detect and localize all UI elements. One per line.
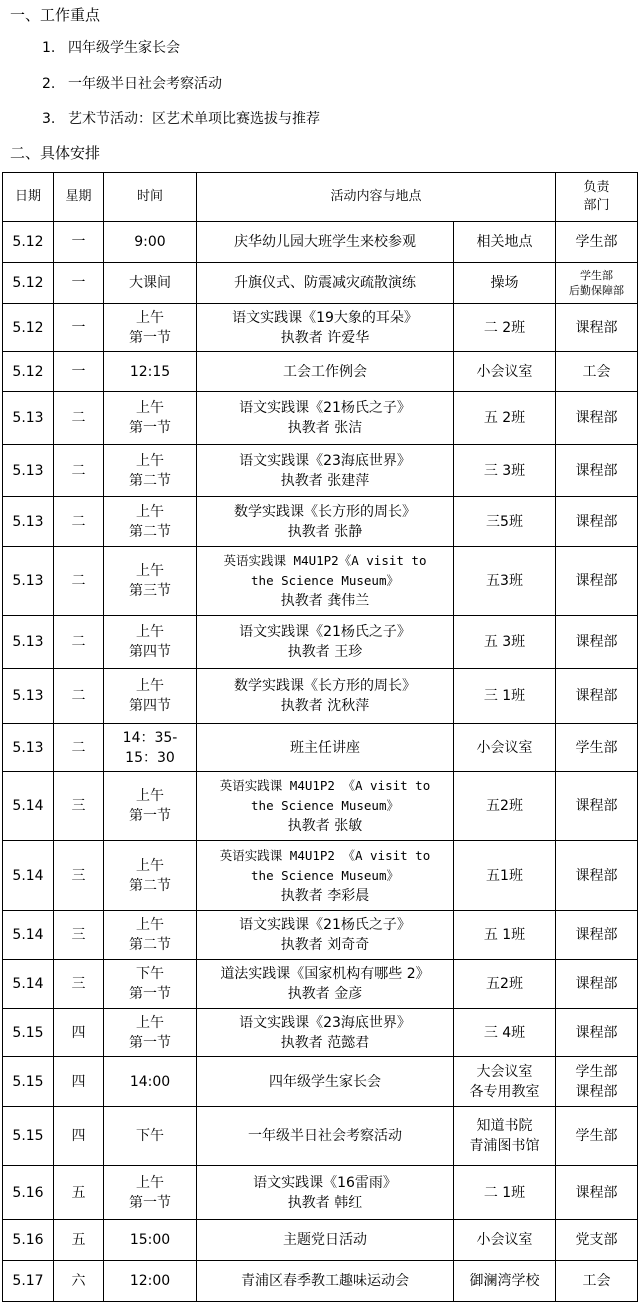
cell-content-line: 道法实践课《国家机构有哪些 2》 <box>220 966 430 982</box>
cell-place <box>454 304 556 352</box>
cell-dept-line: 课程部 <box>575 634 618 650</box>
focus-item <box>42 35 180 61</box>
cell-dept <box>556 772 638 841</box>
cell-place <box>454 352 556 392</box>
cell-place-line: 五 3班 <box>483 634 526 650</box>
header-dept-line: 部门 <box>583 198 610 213</box>
cell-date: 5.17 <box>3 1261 54 1302</box>
cell-content-line: 英语实践课 M4U1P2《A visit to <box>223 553 427 568</box>
cell-date: 5.13 <box>3 669 54 724</box>
cell-place <box>454 911 556 960</box>
cell-place <box>454 263 556 304</box>
cell-dept-line: 学生部 <box>575 234 618 250</box>
cell-dept-line: 课程部 <box>575 1184 618 1201</box>
table-row <box>3 222 638 263</box>
table-row <box>3 669 638 724</box>
cell-date: 5.14 <box>3 772 54 841</box>
cell-place <box>454 1166 556 1220</box>
cell-dept <box>556 1009 638 1057</box>
cell-time-line: 上午 <box>136 788 164 804</box>
cell-dept-line: 课程部 <box>575 976 618 992</box>
cell-place <box>454 1107 556 1166</box>
table-row <box>3 1220 638 1261</box>
cell-dept <box>556 1166 638 1220</box>
table-row <box>3 960 638 1009</box>
cell-content-line: 执教者 张洁 <box>287 420 363 436</box>
cell-time-line: 上午 <box>136 309 164 326</box>
cell-time-line: 第二节 <box>129 937 171 953</box>
focus-item-number: 2. <box>42 76 56 92</box>
cell-dept-line: 课程部 <box>575 410 618 426</box>
cell-dept-line: 后勤保障部 <box>569 284 625 297</box>
cell-time-line: 下午 <box>136 1128 164 1144</box>
cell-content <box>197 352 454 392</box>
cell-time <box>104 304 197 352</box>
cell-date: 5.12 <box>3 222 54 263</box>
cell-weekday: 二 <box>54 669 104 724</box>
cell-date: 5.13 <box>3 616 54 669</box>
cell-time-line: 上午 <box>136 1174 164 1191</box>
cell-dept <box>556 445 638 497</box>
cell-time-line: 上午 <box>136 917 164 933</box>
cell-dept <box>556 352 638 392</box>
section-title-schedule: 二、具体安排 <box>10 144 101 162</box>
cell-place <box>454 724 556 772</box>
cell-place-line: 相关地点 <box>476 234 533 250</box>
cell-content-line: 执教者 许爱华 <box>280 329 370 346</box>
cell-time <box>104 1107 197 1166</box>
cell-place-line: 二 2班 <box>483 319 526 336</box>
cell-dept <box>556 497 638 547</box>
cell-place-line: 三5班 <box>486 513 523 530</box>
cell-content <box>197 263 454 304</box>
focus-item-text: 艺术节活动：区艺术单项比赛选拔与推荐 <box>68 111 320 127</box>
cell-date: 5.12 <box>3 304 54 352</box>
cell-place-line: 二 1班 <box>483 1184 526 1201</box>
cell-weekday: 二 <box>54 497 104 547</box>
table-header-row <box>3 173 638 222</box>
cell-time-line: 15：30 <box>125 749 175 766</box>
cell-time <box>104 352 197 392</box>
cell-place-line: 五 1班 <box>483 927 526 943</box>
cell-place <box>454 669 556 724</box>
cell-content-line: 语文实践课《21杨氏之子》 <box>239 917 411 933</box>
cell-content-line: the Science Museum》 <box>251 867 399 883</box>
cell-time <box>104 841 197 911</box>
cell-content-line: 执教者 王珍 <box>287 644 363 660</box>
cell-weekday: 一 <box>54 263 104 304</box>
table-row <box>3 445 638 497</box>
cell-dept-line: 课程部 <box>575 319 618 336</box>
cell-dept-line: 工会 <box>582 363 611 380</box>
cell-dept <box>556 1107 638 1166</box>
cell-dept <box>556 1220 638 1261</box>
cell-dept-line: 工会 <box>582 1273 611 1289</box>
cell-content-line: 执教者 李彩晨 <box>280 887 370 904</box>
cell-content-line: 语文实践课《21杨氏之子》 <box>239 400 411 416</box>
cell-place <box>454 1057 556 1107</box>
table-row <box>3 392 638 445</box>
cell-time <box>104 911 197 960</box>
cell-place <box>454 960 556 1009</box>
focus-item-text: 四年级学生家长会 <box>68 40 180 56</box>
table-row <box>3 1057 638 1107</box>
cell-dept <box>556 392 638 445</box>
header-date: 日期 <box>3 173 54 222</box>
cell-content-line: 执教者 张建萍 <box>280 472 370 489</box>
cell-date: 5.13 <box>3 392 54 445</box>
cell-date: 5.15 <box>3 1107 54 1166</box>
cell-place <box>454 392 556 445</box>
cell-content-line: 执教者 刘奇奇 <box>280 937 370 953</box>
table-row <box>3 1107 638 1166</box>
cell-time-line: 上午 <box>136 563 164 579</box>
cell-place-line: 五1班 <box>486 867 523 884</box>
cell-dept <box>556 724 638 772</box>
cell-date: 5.13 <box>3 547 54 616</box>
header-dept <box>556 173 638 222</box>
cell-time-line: 第一节 <box>129 1194 171 1211</box>
cell-time-line: 第二节 <box>129 472 171 489</box>
cell-dept-line: 学生部 <box>580 269 614 282</box>
cell-content <box>197 724 454 772</box>
cell-weekday: 二 <box>54 547 104 616</box>
table-row <box>3 1009 638 1057</box>
cell-time-line: 上午 <box>136 857 164 874</box>
cell-weekday: 一 <box>54 352 104 392</box>
cell-content-line: 数学实践课《长方形的周长》 <box>234 503 416 520</box>
schedule-body <box>3 222 638 1302</box>
cell-place-line: 三 1班 <box>483 688 526 704</box>
cell-date: 5.14 <box>3 911 54 960</box>
cell-place <box>454 841 556 911</box>
cell-content <box>197 547 454 616</box>
cell-dept <box>556 960 638 1009</box>
cell-time <box>104 724 197 772</box>
cell-date: 5.16 <box>3 1220 54 1261</box>
cell-time-line: 下午 <box>136 966 164 982</box>
cell-time-line: 上午 <box>136 400 164 416</box>
cell-content-line: 语文实践课《23海底世界》 <box>239 452 411 469</box>
cell-content <box>197 497 454 547</box>
cell-place-line: 五3班 <box>486 573 523 589</box>
cell-time-line: 上午 <box>136 1014 164 1031</box>
cell-dept-line: 课程部 <box>575 688 618 704</box>
cell-time-line: 上午 <box>136 452 164 469</box>
cell-content <box>197 1107 454 1166</box>
cell-content-line: 语文实践课《23海底世界》 <box>239 1014 411 1031</box>
table-row <box>3 1261 638 1302</box>
cell-time-line: 14：35- <box>122 729 178 746</box>
cell-place-line: 知道书院 <box>476 1118 533 1134</box>
cell-content <box>197 304 454 352</box>
cell-time <box>104 547 197 616</box>
cell-content-line: 一年级半日社会考察活动 <box>248 1128 402 1144</box>
cell-time <box>104 1009 197 1057</box>
cell-dept <box>556 616 638 669</box>
cell-weekday: 五 <box>54 1166 104 1220</box>
cell-dept-line: 课程部 <box>575 867 618 884</box>
cell-place-line: 小会议室 <box>476 739 533 756</box>
cell-time-line: 第三节 <box>129 583 171 599</box>
cell-content-line: 执教者 金彦 <box>287 986 363 1002</box>
cell-content-line: 工会工作例会 <box>283 363 367 380</box>
table-row <box>3 263 638 304</box>
focus-item-text: 一年级半日社会考察活动 <box>68 76 222 92</box>
table-row <box>3 724 638 772</box>
cell-time-line: 第一节 <box>129 808 171 824</box>
cell-time-line: 第一节 <box>129 420 171 436</box>
cell-content-line: 主题党日活动 <box>283 1232 367 1248</box>
cell-content <box>197 772 454 841</box>
cell-content-line: 英语实践课 M4U1P2 《A visit to <box>219 778 431 793</box>
cell-time-line: 上午 <box>136 678 164 694</box>
cell-weekday: 三 <box>54 911 104 960</box>
cell-dept-line: 课程部 <box>575 573 618 589</box>
cell-time <box>104 497 197 547</box>
cell-date: 5.14 <box>3 841 54 911</box>
cell-place <box>454 772 556 841</box>
header-content: 活动内容与地点 <box>197 173 556 222</box>
cell-content-line: 语文实践课《16雷雨》 <box>253 1174 397 1191</box>
cell-time <box>104 1166 197 1220</box>
cell-time-line: 大课间 <box>129 275 171 291</box>
cell-time-line: 第一节 <box>129 1034 171 1051</box>
table-row <box>3 497 638 547</box>
cell-time <box>104 222 197 263</box>
cell-dept-line: 课程部 <box>575 927 618 943</box>
cell-dept-line: 党支部 <box>575 1232 618 1248</box>
focus-item-number: 1. <box>42 40 56 56</box>
cell-dept <box>556 263 638 304</box>
cell-time <box>104 960 197 1009</box>
focus-item <box>42 71 222 97</box>
cell-time-line: 第二节 <box>129 523 171 540</box>
cell-dept-line: 课程部 <box>575 462 618 479</box>
cell-content-line: 升旗仪式、防震减灾疏散演练 <box>234 275 416 291</box>
focus-item <box>42 106 320 132</box>
cell-content-line: 语文实践课《19大象的耳朵》 <box>232 309 418 326</box>
cell-weekday: 一 <box>54 222 104 263</box>
cell-time-line: 第二节 <box>129 877 171 894</box>
cell-weekday: 二 <box>54 445 104 497</box>
cell-time-line: 第一节 <box>129 329 171 346</box>
cell-content <box>197 1009 454 1057</box>
cell-time-line: 12:15 <box>129 363 171 380</box>
table-row <box>3 1166 638 1220</box>
cell-dept-line: 课程部 <box>575 1024 618 1041</box>
cell-time <box>104 772 197 841</box>
cell-place-line: 三 3班 <box>483 462 526 479</box>
cell-place-line: 小会议室 <box>476 363 533 380</box>
table-row <box>3 841 638 911</box>
cell-time <box>104 1220 197 1261</box>
table-row <box>3 547 638 616</box>
table-row <box>3 304 638 352</box>
cell-place-line: 五 2班 <box>483 410 526 426</box>
cell-time-line: 第一节 <box>129 986 171 1002</box>
cell-time-line: 12:00 <box>129 1273 171 1289</box>
cell-date: 5.13 <box>3 445 54 497</box>
cell-place <box>454 616 556 669</box>
cell-weekday: 四 <box>54 1057 104 1107</box>
cell-dept-line: 课程部 <box>575 798 618 814</box>
cell-date: 5.15 <box>3 1009 54 1057</box>
cell-dept-line: 学生部 <box>575 1128 618 1144</box>
cell-date: 5.16 <box>3 1166 54 1220</box>
table-row <box>3 772 638 841</box>
cell-time-line: 15:00 <box>129 1232 171 1248</box>
cell-time <box>104 1057 197 1107</box>
cell-place <box>454 497 556 547</box>
cell-place-line: 青浦图书馆 <box>469 1138 540 1154</box>
cell-dept <box>556 911 638 960</box>
cell-content-line: 执教者 张静 <box>287 523 363 540</box>
cell-dept-line: 学生部 <box>575 739 618 756</box>
cell-content-line: 执教者 龚伟兰 <box>280 593 370 609</box>
table-row <box>3 911 638 960</box>
cell-content-line: 执教者 沈秋萍 <box>280 698 370 714</box>
cell-weekday: 二 <box>54 616 104 669</box>
cell-dept <box>556 222 638 263</box>
cell-time-line: 第四节 <box>129 698 171 714</box>
cell-place-line: 操场 <box>490 275 519 291</box>
cell-weekday: 四 <box>54 1107 104 1166</box>
header-time: 时间 <box>104 173 197 222</box>
cell-place <box>454 222 556 263</box>
cell-content <box>197 669 454 724</box>
cell-content-line: 数学实践课《长方形的周长》 <box>234 678 416 694</box>
cell-content <box>197 841 454 911</box>
cell-date: 5.12 <box>3 352 54 392</box>
cell-content-line: 青浦区春季教工趣味运动会 <box>241 1273 409 1289</box>
cell-content <box>197 616 454 669</box>
cell-date: 5.15 <box>3 1057 54 1107</box>
cell-content <box>197 911 454 960</box>
cell-dept <box>556 841 638 911</box>
cell-content-line: the Science Museum》 <box>251 798 399 813</box>
cell-weekday: 四 <box>54 1009 104 1057</box>
cell-dept <box>556 669 638 724</box>
cell-place-line: 五2班 <box>486 976 523 992</box>
cell-weekday: 三 <box>54 772 104 841</box>
cell-content <box>197 1057 454 1107</box>
header-dept-line: 负责 <box>583 180 610 195</box>
cell-time <box>104 1261 197 1302</box>
cell-place-line: 大会议室 <box>476 1063 533 1080</box>
cell-dept <box>556 547 638 616</box>
focus-item-number: 3. <box>42 111 56 127</box>
cell-weekday: 一 <box>54 304 104 352</box>
cell-dept-line: 课程部 <box>575 513 618 530</box>
cell-content <box>197 392 454 445</box>
cell-place <box>454 445 556 497</box>
cell-place <box>454 1220 556 1261</box>
cell-content-line: 执教者 韩红 <box>287 1194 363 1211</box>
cell-weekday: 六 <box>54 1261 104 1302</box>
table-row <box>3 616 638 669</box>
cell-content-line: 执教者 张敏 <box>287 818 363 834</box>
cell-content-line: 语文实践课《21杨氏之子》 <box>239 624 411 640</box>
cell-dept-line: 课程部 <box>575 1083 618 1100</box>
cell-time-line: 14:00 <box>129 1073 171 1090</box>
cell-time <box>104 392 197 445</box>
cell-dept <box>556 1057 638 1107</box>
cell-content-line: 班主任讲座 <box>290 739 360 756</box>
cell-time-line: 第四节 <box>129 644 171 660</box>
cell-time <box>104 616 197 669</box>
cell-content-line: the Science Museum》 <box>251 573 399 588</box>
cell-place-line: 五2班 <box>486 798 523 814</box>
cell-weekday: 二 <box>54 392 104 445</box>
cell-weekday: 二 <box>54 724 104 772</box>
cell-content <box>197 1220 454 1261</box>
cell-place <box>454 547 556 616</box>
cell-place <box>454 1261 556 1302</box>
cell-place-line: 各专用教室 <box>469 1083 540 1100</box>
cell-dept <box>556 304 638 352</box>
cell-date: 5.12 <box>3 263 54 304</box>
cell-place-line: 小会议室 <box>476 1232 533 1248</box>
cell-time-line: 9:00 <box>134 234 166 250</box>
cell-content-line: 执教者 范懿君 <box>280 1034 370 1051</box>
cell-date: 5.13 <box>3 724 54 772</box>
cell-date: 5.13 <box>3 497 54 547</box>
cell-content <box>197 222 454 263</box>
cell-content <box>197 1166 454 1220</box>
header-weekday: 星期 <box>54 173 104 222</box>
cell-dept <box>556 1261 638 1302</box>
cell-time <box>104 669 197 724</box>
cell-time <box>104 263 197 304</box>
cell-weekday: 五 <box>54 1220 104 1261</box>
cell-time-line: 上午 <box>136 503 164 520</box>
cell-date: 5.14 <box>3 960 54 1009</box>
cell-dept-line: 学生部 <box>575 1063 618 1080</box>
cell-place-line: 御澜湾学校 <box>469 1273 540 1289</box>
cell-content <box>197 1261 454 1302</box>
cell-time <box>104 445 197 497</box>
cell-content-line: 英语实践课 M4U1P2 《A visit to <box>219 847 431 863</box>
section-title-focus: 一、工作重点 <box>10 6 101 24</box>
cell-place-line: 三 4班 <box>483 1024 526 1041</box>
cell-place <box>454 1009 556 1057</box>
schedule-table <box>2 172 638 1302</box>
cell-weekday: 三 <box>54 960 104 1009</box>
cell-content-line: 庆华幼儿园大班学生来校参观 <box>234 234 416 250</box>
cell-weekday: 三 <box>54 841 104 911</box>
cell-content <box>197 445 454 497</box>
cell-content <box>197 960 454 1009</box>
cell-content-line: 四年级学生家长会 <box>269 1073 381 1090</box>
table-row <box>3 352 638 392</box>
cell-time-line: 上午 <box>136 624 164 640</box>
